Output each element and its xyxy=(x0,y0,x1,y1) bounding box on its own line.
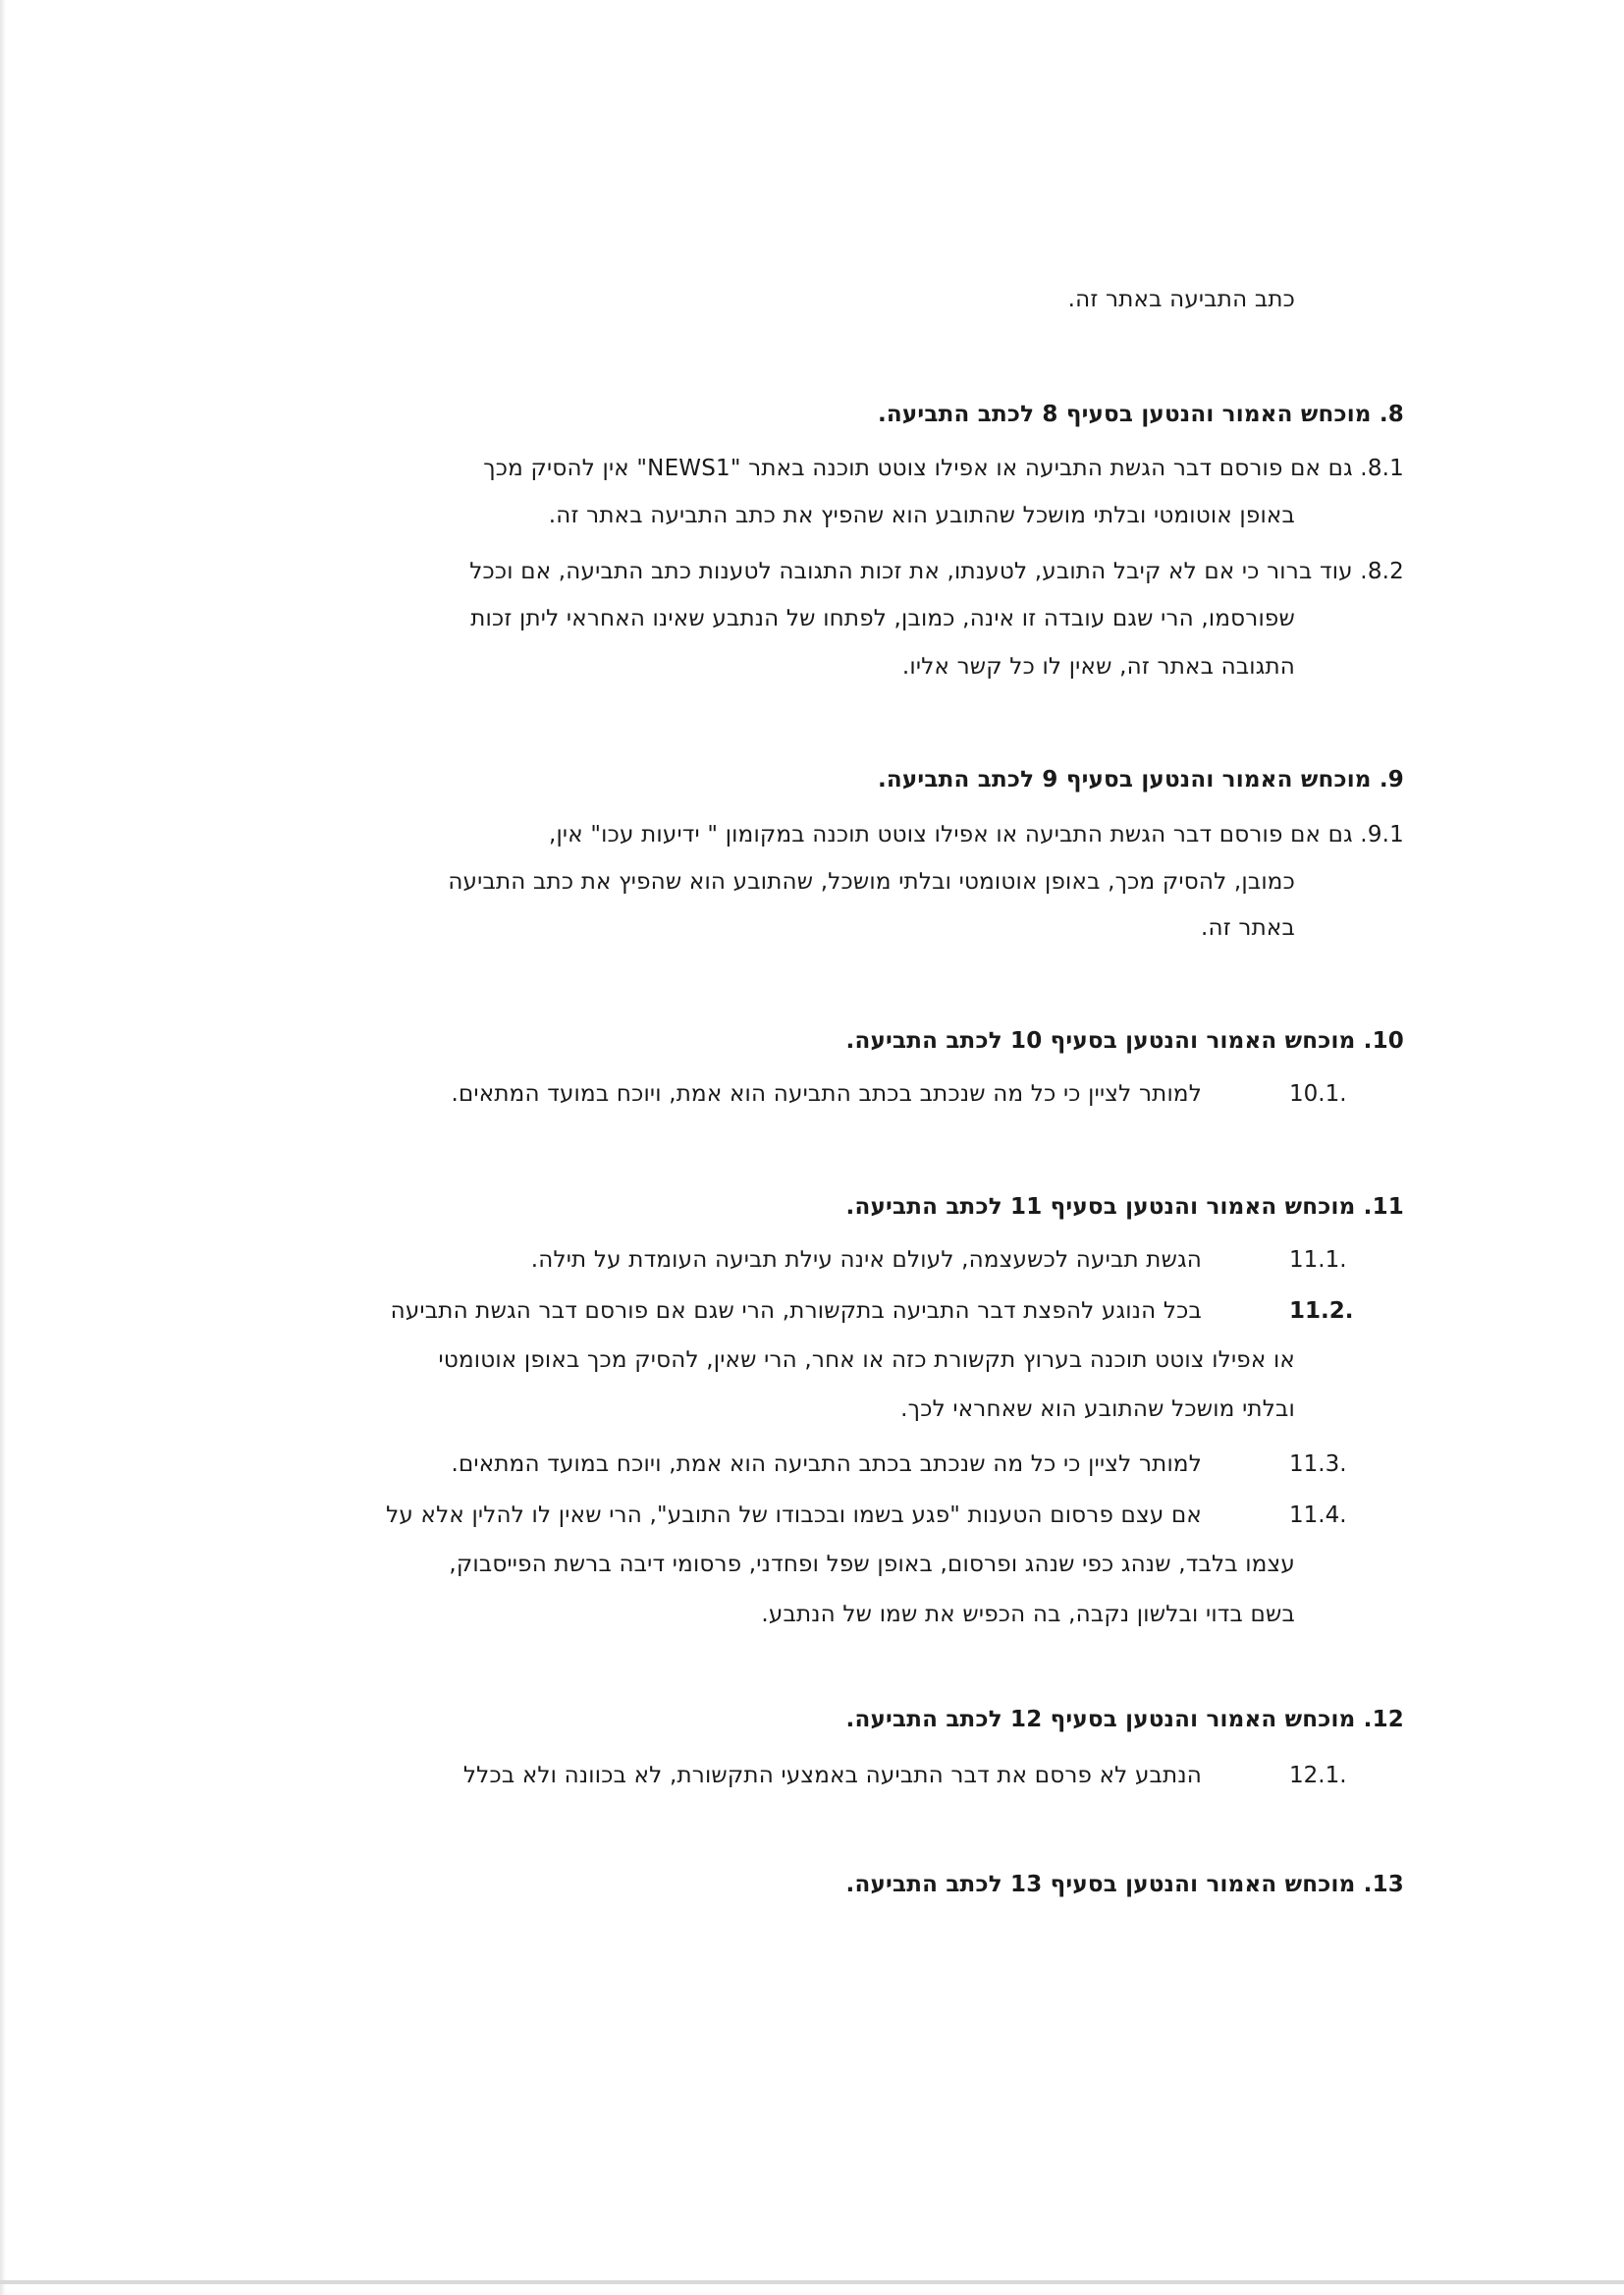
item-11-1-text: הגשת תביעה לכשעצמה, לעולם אינה עילת תביעה העומדת על תילה. xyxy=(530,1247,1202,1273)
scan-edge-bottom xyxy=(0,2280,1624,2284)
item-12-1-number: 12.1. xyxy=(1289,1763,1347,1788)
section-11-heading: 11. מוכחש האמור והנטען בסעיף 11 לכתב התביעה. xyxy=(845,1194,1404,1220)
item-11-2-line-3: ובלתי מושכל שהתובע הוא שאחראי לכך. xyxy=(900,1396,1295,1422)
section-13-heading: 13. מוכחש האמור והנטען בסעיף 13 לכתב התביעה. xyxy=(845,1872,1404,1897)
section-8-1-line-1: 8.1. גם אם פורסם דבר הגשת התביעה או אפילו צוטט תוכנה באתר "NEWS1" אין להסיק מכך xyxy=(483,456,1404,481)
item-11-2-number: 11.2. xyxy=(1289,1298,1354,1324)
section-8-2-line-1: 8.2. עוד ברור כי אם לא קיבל התובע, לטענתו, את זכות התגובה לטענות כתב התביעה, אם וככל xyxy=(469,559,1404,584)
section-8-2-line-2: שפורסמו, הרי שגם עובדה זו אינה, כמובן, לפתחו של הנתבע שאינו האחראי ליתן זכות xyxy=(470,606,1295,631)
section-12-heading: 12. מוכחש האמור והנטען בסעיף 12 לכתב התביעה. xyxy=(845,1707,1404,1732)
item-11-4-line-3: בשם בדוי ובלשון נקבה, בה הכפיש את שמו של הנתבע. xyxy=(761,1602,1295,1627)
item-11-3-text: למותר לציין כי כל מה שנכתב בכתב התביעה הוא אמת, ויוכח במועד המתאים. xyxy=(451,1451,1202,1477)
item-11-3-number: 11.3. xyxy=(1289,1451,1347,1477)
section-9-1-line-3: באתר זה. xyxy=(1201,915,1295,941)
section-9-1-line-2: כמובן, להסיק מכך, באופן אוטומטי ובלתי מושכל, שהתובע הוא שהפיץ את כתב התביעה xyxy=(448,869,1295,895)
section-8-heading: 8. מוכחש האמור והנטען בסעיף 8 לכתב התביעה. xyxy=(877,402,1404,427)
item-11-4-number: 11.4. xyxy=(1289,1503,1347,1528)
section-9-heading: 9. מוכחש האמור והנטען בסעיף 9 לכתב התביעה. xyxy=(877,767,1404,792)
item-11-2-line-2: או אפילו צוטט תוכנה בערוץ תקשורת כזה או אחר, הרי שאין, להסיק מכך באופן אוטומטי xyxy=(438,1347,1295,1373)
section-8-1-line-2: באופן אוטומטי ובלתי מושכל שהתובע הוא שהפיץ את כתב התביעה באתר זה. xyxy=(548,503,1295,528)
item-10-1-number: 10.1. xyxy=(1289,1081,1347,1107)
item-12-1-text: הנתבע לא פרסם את דבר התביעה באמצעי התקשורת, לא בכוונה ולא בכלל xyxy=(462,1763,1202,1788)
scan-edge-left xyxy=(0,0,6,2295)
intro-line: כתב התביעה באתר זה. xyxy=(1067,287,1295,312)
section-9-1-line-1: 9.1. גם אם פורסם דבר הגשת התביעה או אפילו צוטט תוכנה במקומון " ידיעות עכו" אין, xyxy=(548,822,1404,847)
item-11-4-line-2: עצמו בלבד, שנהג כפי שנהג ופרסום, באופן שפל ופחדני, פרסומי דיבה ברשת הפייסבוק, xyxy=(449,1552,1295,1577)
section-10-heading: 10. מוכחש האמור והנטען בסעיף 10 לכתב התביעה. xyxy=(845,1028,1404,1054)
section-8-2-line-3: התגובה באתר זה, שאין לו כל קשר אליו. xyxy=(901,654,1295,680)
item-10-1-text: למותר לציין כי כל מה שנכתב בכתב התביעה הוא אמת, ויוכח במועד המתאים. xyxy=(451,1081,1202,1107)
item-11-1-number: 11.1. xyxy=(1289,1247,1347,1273)
item-11-2-line-1: בכל הנוגע להפצת דבר התביעה בתקשורת, הרי שגם אם פורסם דבר הגשת התביעה xyxy=(390,1298,1202,1324)
item-11-4-line-1: אם עצם פרסום הטענות "פגע בשמו ובכבודו של התובע", הרי שאין לו להלין אלא על xyxy=(386,1503,1202,1528)
